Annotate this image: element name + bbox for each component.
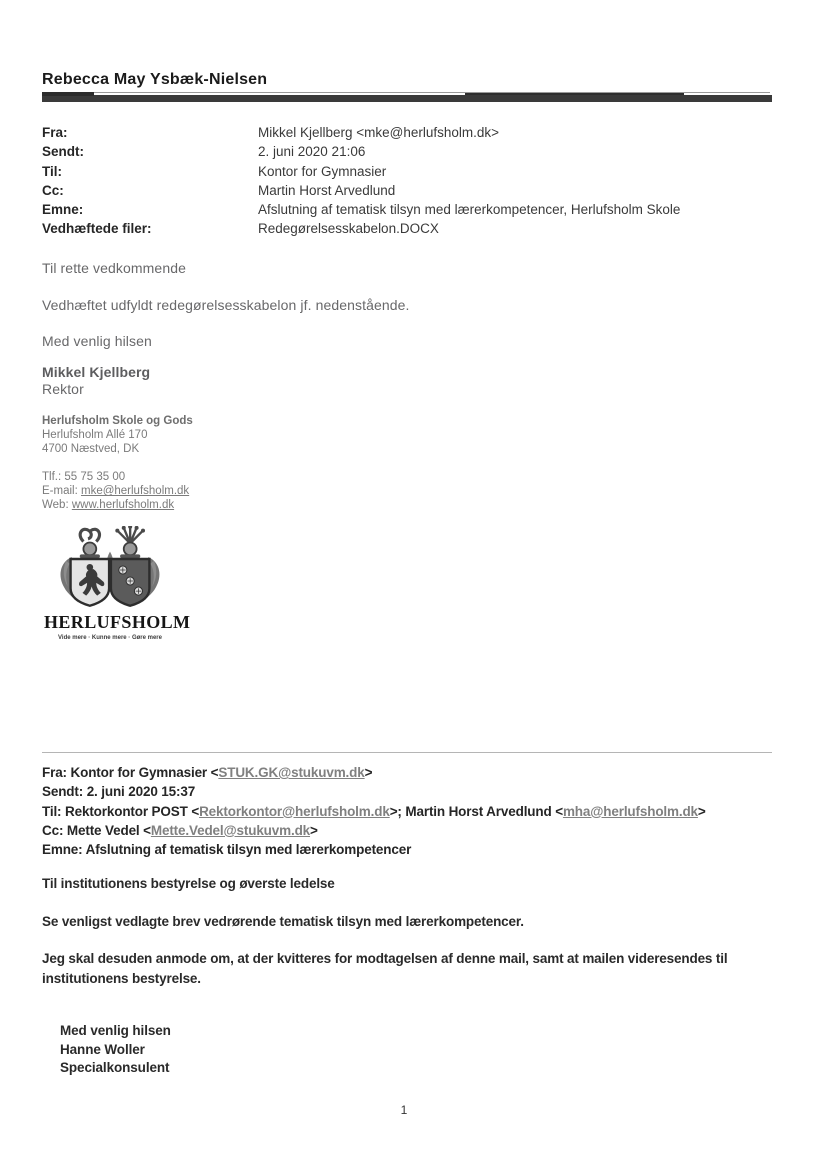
header-rule-thick (42, 95, 772, 102)
email2-sender-title: Specialkonsulent (60, 1060, 170, 1076)
field-value: Kontor for Gymnasier (258, 163, 387, 179)
quoted-email-separator (42, 752, 772, 753)
til-email-link-2: mha@herlufsholm.dk (562, 803, 698, 819)
herlufsholm-motto: Vide mere · Kunne mere · Gøre mere (58, 635, 162, 641)
field-label: Fra: (42, 125, 68, 140)
quoted-til-text: Til: Rektorkontor POST < (42, 803, 200, 819)
email-header-fields (42, 123, 772, 239)
email1-sender-name: Mikkel Kjellberg (42, 364, 151, 380)
email-label: E-mail: (42, 485, 81, 498)
quoted-cc-line (42, 821, 772, 840)
signature-contact-block (42, 470, 189, 513)
field-row-vedhaeftede-filer (42, 219, 772, 238)
field-row-cc (42, 181, 772, 200)
web-link: www.herlufsholm.dk (71, 499, 175, 512)
email2-para2: Jeg skal desuden anmode om, at der kvitteres for modtagelsen af denne mail, samt at mailen videresendes til institutionens bestyrelse. (42, 951, 728, 986)
email2-valediction: Med venlig hilsen (60, 1023, 171, 1038)
email2-closing-block (60, 1022, 171, 1078)
email1-sender-title: Rektor (42, 381, 84, 397)
field-label: Vedhæftede filer: (42, 221, 152, 237)
signature-organization: Herlufsholm Skole og Gods (42, 415, 193, 427)
signature-address-block (42, 414, 193, 457)
field-value: Martin Horst Arvedlund (258, 182, 396, 198)
field-row-til (42, 162, 772, 181)
quoted-til-mid-text: >; Martin Horst Arvedlund < (389, 803, 563, 819)
herlufsholm-coat-of-arms-icon (54, 526, 166, 619)
quoted-fra-text: Fra: Kontor for Gymnasier < (42, 765, 219, 780)
signature-phone: Tlf.: 55 75 35 00 (42, 471, 126, 483)
email2-sender-name: Hanne Woller (60, 1041, 145, 1057)
field-value: Afslutning af tematisk tilsyn med lærerkompetencer, Herlufsholm Skole (258, 202, 681, 218)
field-label: Til: (42, 163, 62, 179)
herlufsholm-wordmark: HERLUFSHOLM (44, 612, 191, 632)
fra-email-link: STUK.GK@stukuvm.dk (218, 765, 365, 780)
signature-address-line2: 4700 Næstved, DK (42, 443, 140, 456)
quoted-til-line (42, 802, 772, 821)
til-email-link-1: Rektorkontor@herlufsholm.dk (199, 803, 390, 819)
field-row-sendt (42, 142, 772, 161)
field-label: Emne: (42, 202, 84, 218)
signature-email-line (42, 484, 189, 498)
field-row-fra (42, 123, 772, 142)
quoted-email-header (42, 763, 772, 859)
field-value: Mikkel Kjellberg <mke@herlufsholm.dk> (258, 125, 500, 140)
email2-greeting: Til institutionens bestyrelse og øverste ledelse (42, 876, 335, 891)
field-label: Cc: (42, 182, 64, 198)
field-value: 2. juni 2020 21:06 (258, 144, 366, 160)
quoted-fra-close: > (364, 765, 373, 780)
field-row-emne (42, 200, 772, 219)
email1-attachment-note: Vedhæftet udfyldt redegørelsesskabelon jf. nedenstående. (42, 297, 410, 313)
email1-greeting: Til rette vedkommende (42, 260, 186, 276)
quoted-emne-line: Emne: Afslutning af tematisk tilsyn med lærerkompetencer (42, 842, 412, 858)
signature-address-line1: Herlufsholm Allé 170 (42, 429, 148, 442)
signature-web-line (42, 498, 189, 512)
quoted-til-close: > (697, 803, 706, 819)
attachment-filename: Redegørelsesskabelon.DOCX (258, 221, 439, 237)
web-label: Web: (42, 499, 72, 512)
field-label: Sendt: (42, 144, 84, 160)
page-title: Rebecca May Ysbæk-Nielsen (42, 71, 268, 88)
email-link: mke@herlufsholm.dk (80, 485, 190, 498)
quoted-cc-text: Cc: Mette Vedel < (42, 822, 151, 838)
quoted-cc-close: > (310, 822, 318, 838)
email2-para1: Se venligst vedlagte brev vedrørende tematisk tilsyn med lærerkompetencer. (42, 914, 524, 929)
page-number: 1 (400, 1103, 408, 1117)
email1-valediction: Med venlig hilsen (42, 333, 152, 349)
quoted-sendt-line: Sendt: 2. juni 2020 15:37 (42, 784, 196, 800)
quoted-fra-line (42, 763, 772, 782)
cc-email-link: Mette.Vedel@stukuvm.dk (150, 822, 311, 838)
